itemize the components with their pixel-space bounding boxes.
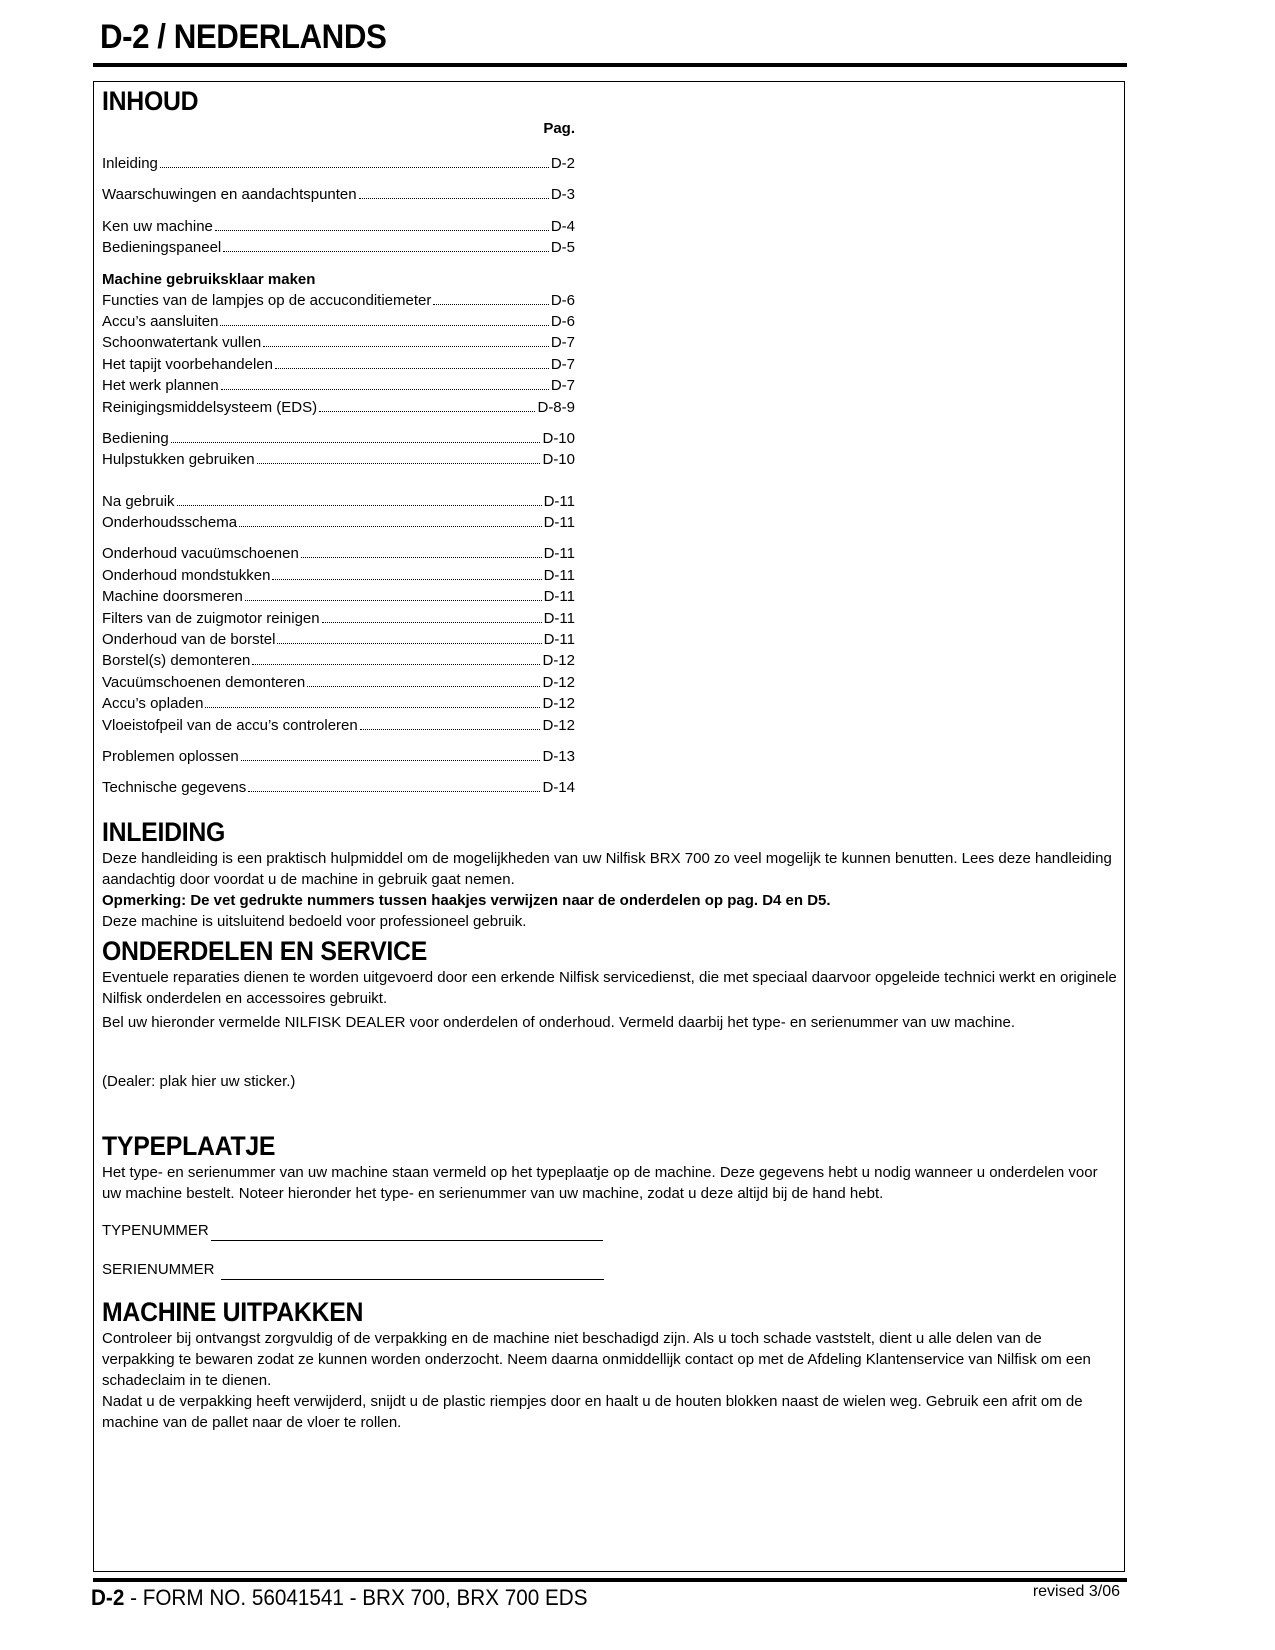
toc-entry-title: Accu’s aansluiten <box>102 312 219 330</box>
toc-entry-title: Machine doorsmeren <box>102 588 243 606</box>
section-uitpakken <box>102 1297 1117 1433</box>
toc-entry[interactable] <box>102 184 575 205</box>
toc-entry[interactable] <box>102 715 575 736</box>
toc-leader-dots <box>433 290 548 305</box>
toc-entry-page: D-4 <box>550 217 575 235</box>
toc-entry-title: Accu’s opladen <box>102 695 204 713</box>
toc-group <box>102 491 575 534</box>
toc-entry-page: D-10 <box>542 429 575 447</box>
footer-page-label: D-2 <box>91 1585 125 1610</box>
section-onderdelen <box>102 936 1117 1131</box>
toc-entry-page: D-12 <box>542 695 575 713</box>
toc-entry-page: D-10 <box>542 451 575 469</box>
toc-entry-title: Hulpstukken gebruiken <box>102 451 255 469</box>
toc-leader-dots <box>160 153 549 168</box>
paragraph: Deze machine is uitsluitend bedoeld voor professioneel gebruik. <box>102 912 527 930</box>
toc-leader-dots <box>307 672 540 687</box>
toc-group <box>102 746 575 767</box>
toc-group <box>102 269 575 418</box>
toc-page-header: Pag. <box>543 120 575 137</box>
toc-entry-title: Onderhoud vacuümschoenen <box>102 545 299 563</box>
toc-leader-dots <box>257 449 541 464</box>
toc-entry-page: D-5 <box>550 239 575 257</box>
sticker-note: (Dealer: plak hier uw sticker.) <box>102 1072 296 1090</box>
toc-entry-title: Inleiding <box>102 155 158 172</box>
toc-leader-dots <box>360 715 541 730</box>
page-header <box>100 18 1125 57</box>
section-typeplaatje <box>102 1131 1117 1280</box>
toc-leader-dots <box>275 354 549 369</box>
toc-entry-title: Filters van de zuigmotor reinigen <box>102 609 320 627</box>
toc-group <box>102 543 575 736</box>
toc-entry-title: Het werk plannen <box>102 377 219 395</box>
toc-entry-page: D-7 <box>550 355 575 373</box>
header-rule <box>93 63 1127 67</box>
toc-entry[interactable] <box>102 650 575 671</box>
toc-entry-page: D-11 <box>543 545 575 563</box>
toc-leader-dots <box>177 491 542 506</box>
toc-entry-title: Waarschuwingen en aandachtspunten <box>102 186 357 204</box>
toc-entry-page: D-11 <box>543 631 575 649</box>
toc-entry[interactable] <box>102 449 575 470</box>
section-title: INLEIDING <box>102 816 226 847</box>
toc-group <box>102 153 575 174</box>
toc-leader-dots <box>301 543 542 558</box>
toc-entry[interactable] <box>102 565 575 586</box>
toc-leader-dots <box>252 650 540 665</box>
toc-leader-dots <box>248 777 540 792</box>
type-number-field <box>102 1220 1117 1241</box>
page-content <box>102 86 1117 1433</box>
section-title: TYPEPLAATJE <box>102 1130 276 1161</box>
toc-leader-dots <box>319 397 535 412</box>
toc-entry-title: Onderhoud van de borstel <box>102 631 276 649</box>
toc-leader-dots <box>221 375 549 390</box>
type-number-label: TYPENUMMER <box>102 1221 209 1239</box>
toc-entry[interactable] <box>102 672 575 693</box>
serial-number-label: SERIENUMMER <box>102 1260 215 1278</box>
paragraph: Bel uw hieronder vermelde NILFISK DEALER voor onderdelen of onderhoud. Vermeld daarbij het type- en serienummer van uw machine. <box>102 1013 1015 1031</box>
note: Opmerking: De vet gedrukte nummers tussen haakjes verwijzen naar de onderdelen op pag. D4 en D5. <box>102 891 831 909</box>
toc-entry-title: Bedieningspaneel <box>102 239 222 257</box>
toc-leader-dots <box>245 586 542 601</box>
toc-entry-title: Bediening <box>102 429 169 447</box>
toc-entry[interactable] <box>102 629 575 650</box>
toc-entry-page: D-12 <box>542 673 575 691</box>
toc-entry-title: Na gebruik <box>102 492 175 510</box>
toc-entry[interactable] <box>102 216 575 237</box>
toc-entry-page: D-14 <box>542 779 575 797</box>
toc-entry[interactable] <box>102 428 575 449</box>
toc-leader-dots <box>215 216 549 231</box>
toc-leader-dots <box>272 565 541 580</box>
toc-entry[interactable] <box>102 153 575 174</box>
toc-entry[interactable] <box>102 354 575 375</box>
table-of-contents <box>102 119 575 799</box>
toc-entry-page: D-8-9 <box>537 398 575 416</box>
toc-group <box>102 216 575 259</box>
footer-form-text: - FORM NO. 56041541 - BRX 700, BRX 700 EDS <box>124 1585 588 1610</box>
toc-entry-title: Vacuümschoenen demonteren <box>102 673 306 691</box>
toc-entry-page: D-11 <box>543 492 575 510</box>
toc-entry-title: Technische gegevens <box>102 779 247 797</box>
toc-entry-page: D-13 <box>542 747 575 765</box>
toc-group <box>102 428 575 471</box>
toc-entry-title: Het tapijt voorbehandelen <box>102 355 273 373</box>
paragraph: Het type- en serienummer van uw machine staan vermeld op het typeplaatje op de machine. Deze gegevens hebt u nodig wanneer u onderdelen voor uw machine bestelt. Noteer hieronder het type- en serienummer van uw machine, zodat u deze altijd bij de hand hebt. <box>102 1163 1098 1202</box>
toc-leader-dots <box>205 693 540 708</box>
toc-leader-dots <box>322 608 542 623</box>
toc-entry-title: Vloeistofpeil van de accu’s controleren <box>102 716 358 734</box>
toc-entry-page: D-7 <box>550 377 575 395</box>
toc-leader-dots <box>239 512 542 527</box>
toc-title: INHOUD <box>102 86 199 116</box>
toc-entry[interactable] <box>102 491 575 512</box>
footer-rule <box>93 1578 1127 1582</box>
section-inleiding <box>102 817 1117 932</box>
section-title: ONDERDELEN EN SERVICE <box>102 935 428 966</box>
toc-entry[interactable] <box>102 290 575 311</box>
toc-entry-page: D-11 <box>543 514 575 532</box>
toc-entry-title: Schoonwatertank vullen <box>102 334 262 352</box>
section-title: MACHINE UITPAKKEN <box>102 1296 364 1327</box>
toc-group <box>102 184 575 205</box>
toc-subheading: Machine gebruiksklaar maken <box>102 270 316 288</box>
toc-leader-dots <box>171 428 541 443</box>
serial-number-field <box>102 1259 1117 1280</box>
toc-entry-title: Borstel(s) demonteren <box>102 652 251 670</box>
paragraph: Controleer bij ontvangst zorgvuldig of de verpakking en de machine niet beschadigd zijn. Als u toch schade vaststelt, dient u alle delen van de verpakking te bewaren zodat ze kunnen worden onderzocht. Neem daarna onmiddellijk contact op met de Afdeling Klantenservice van Nilfisk om een schadeclaim in te dienen. <box>102 1329 1091 1389</box>
toc-leader-dots <box>359 184 549 199</box>
toc-entry-page: D-11 <box>543 609 575 627</box>
toc-entry-page: D-11 <box>543 566 575 584</box>
footer-form <box>91 1585 588 1611</box>
paragraph: Deze handleiding is een praktisch hulpmiddel om de mogelijkheden van uw Nilfisk BRX 700 zo veel mogelijk te kunnen benutten. Lees deze handleiding aandachtig door voordat u de machine in gebruik gaat nemen. <box>102 849 1112 888</box>
toc-entry[interactable] <box>102 512 575 533</box>
toc-entry-page: D-6 <box>550 291 575 309</box>
toc-entry[interactable] <box>102 746 575 767</box>
toc-entry-page: D-11 <box>543 588 575 606</box>
paragraph: Eventuele reparaties dienen te worden uitgevoerd door een erkende Nilfisk servicedienst, die met speciaal daarvoor opgeleide technici werkt en originele Nilfisk onderdelen en accessoires gebruikt. <box>102 968 1117 1007</box>
toc-entry[interactable] <box>102 586 575 607</box>
toc-leader-dots <box>263 332 549 347</box>
toc-entry-page: D-2 <box>550 155 575 172</box>
toc-entry-title: Problemen oplossen <box>102 747 239 765</box>
toc-entry-page: D-3 <box>550 186 575 204</box>
toc-entry-page: D-6 <box>550 312 575 330</box>
serial-number-line[interactable] <box>221 1261 604 1280</box>
toc-entry[interactable] <box>102 777 575 798</box>
toc-entry-page: D-12 <box>542 716 575 734</box>
toc-entry[interactable] <box>102 332 575 353</box>
toc-entry-title: Onderhoudsschema <box>102 514 238 532</box>
toc-leader-dots <box>220 311 548 326</box>
toc-leader-dots <box>277 629 541 644</box>
type-number-line[interactable] <box>211 1222 603 1241</box>
toc-entry-page: D-7 <box>550 334 575 352</box>
toc-entry-page: D-12 <box>542 652 575 670</box>
toc-entry[interactable] <box>102 693 575 714</box>
toc-entry-title: Functies van de lampjes op de accuconditiemeter <box>102 291 432 309</box>
toc-entry[interactable] <box>102 311 575 332</box>
toc-entry[interactable] <box>102 375 575 396</box>
toc-entry[interactable] <box>102 237 575 258</box>
toc-leader-dots <box>223 237 549 252</box>
toc-entry-title: Onderhoud mondstukken <box>102 566 271 584</box>
toc-leader-dots <box>241 746 541 761</box>
toc-entry[interactable] <box>102 397 575 418</box>
page-title: D-2 / NEDERLANDS <box>100 18 387 56</box>
toc-entry[interactable] <box>102 608 575 629</box>
toc-entry-title: Ken uw machine <box>102 217 213 235</box>
paragraph: Nadat u de verpakking heeft verwijderd, snijdt u de plastic riempjes door en haalt u de houten blokken naast de wielen weg. Gebruik een afrit om de machine van de pallet naar de vloer te rollen. <box>102 1392 1083 1431</box>
toc-entry[interactable] <box>102 543 575 564</box>
toc-group <box>102 777 575 798</box>
footer-revised: revised 3/06 <box>1032 1583 1120 1600</box>
toc-entry-title: Reinigingsmiddelsysteem (EDS) <box>102 398 318 416</box>
dealer-sticker-area <box>102 1071 1117 1131</box>
